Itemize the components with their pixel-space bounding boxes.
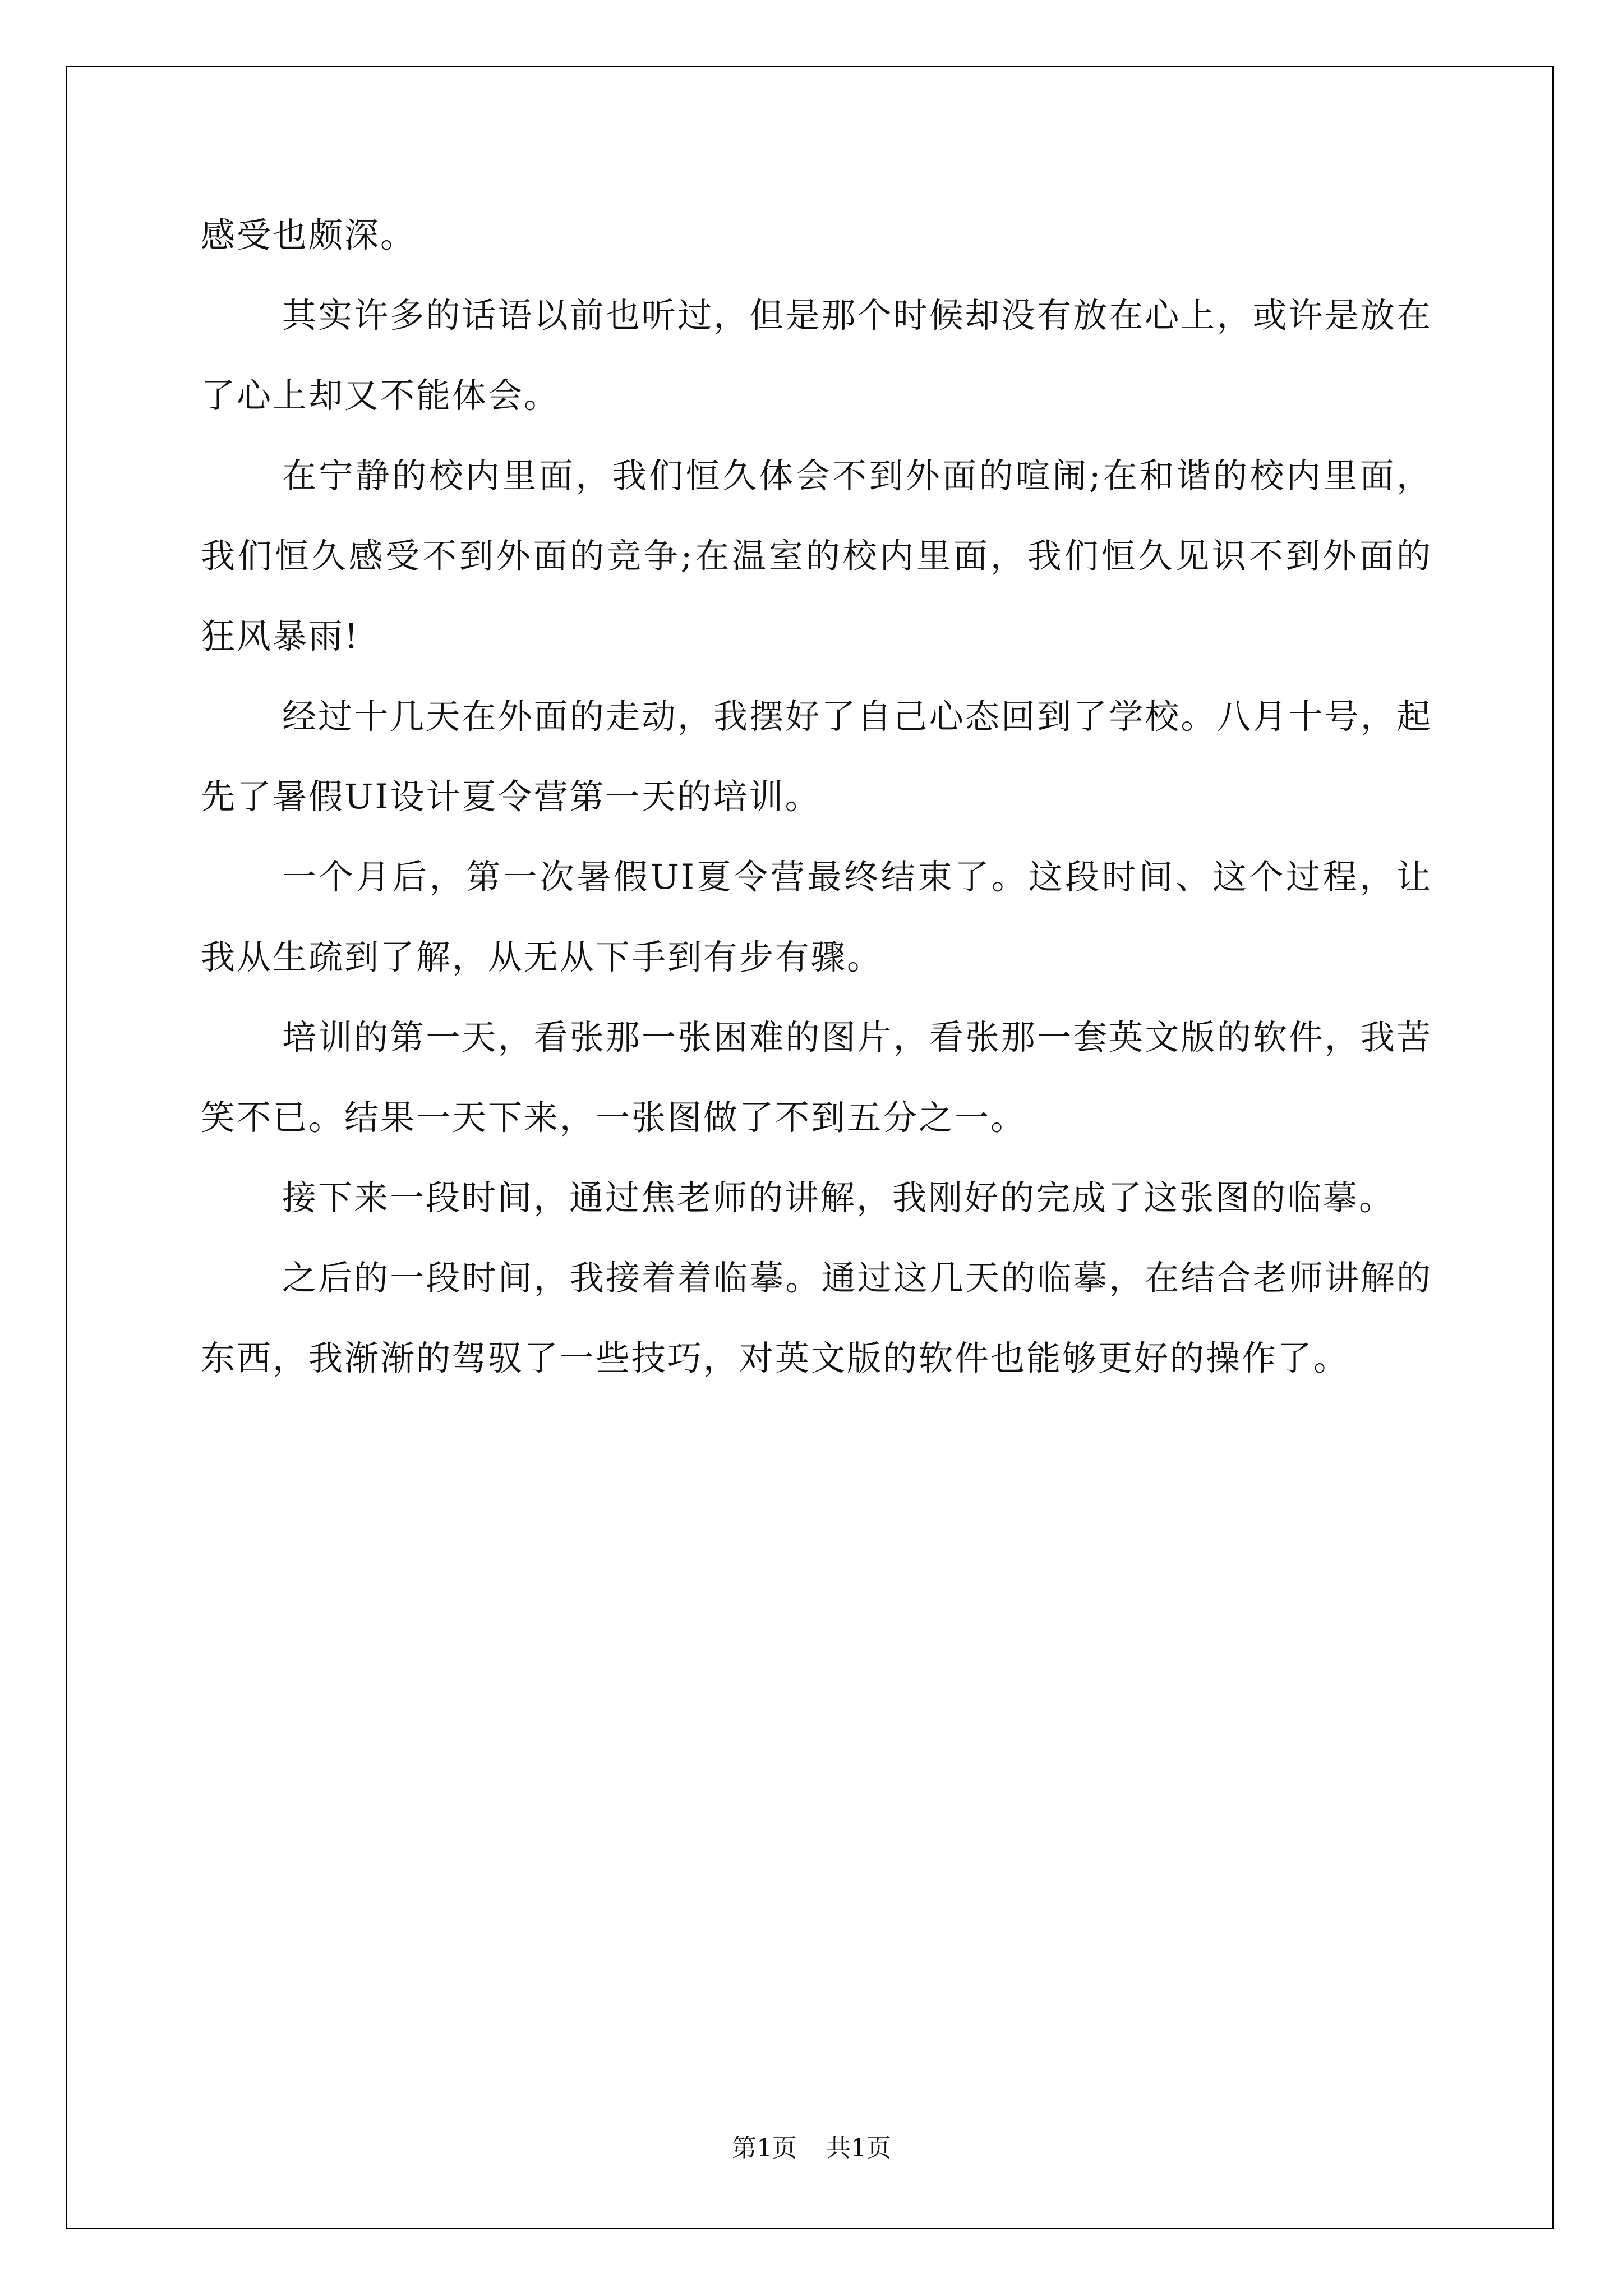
- paragraph: 培训的第一天，看张那一张困难的图片，看张那一套英文版的软件，我苦笑不已。结果一天下来，一张图做了不到五分之一。: [201, 1018, 1432, 1138]
- page-number-current: 第1页: [732, 2134, 797, 2162]
- page-number-total: 共1页: [826, 2134, 891, 2162]
- document-body: [201, 195, 1432, 1398]
- paragraph: 感受也颇深。: [201, 215, 417, 255]
- paragraph: 接下来一段时间，通过焦老师的讲解，我刚好的完成了这张图的临摹。: [282, 1178, 1395, 1218]
- paragraph: 经过十几天在外面的走动，我摆好了自己心态回到了学校。八月十号，起先了暑假UI设计夏令营第一天的培训。: [201, 697, 1432, 817]
- paragraph: 在宁静的校内里面，我们恒久体会不到外面的喧闹;在和谐的校内里面，我们恒久感受不到外面的竞争;在温室的校内里面，我们恒久见识不到外面的狂风暴雨!: [201, 456, 1432, 656]
- paragraph: 之后的一段时间，我接着着临摹。通过这几天的临摹，在结合老师讲解的东西，我渐渐的驾驭了一些技巧，对英文版的软件也能够更好的操作了。: [201, 1258, 1432, 1378]
- paragraph: 其实许多的话语以前也听过，但是那个时候却没有放在心上，或许是放在了心上却又不能体会。: [201, 296, 1432, 416]
- page-footer: [0, 2128, 1623, 2164]
- paragraph: 一个月后，第一次暑假UI夏令营最终结束了。这段时间、这个过程，让我从生疏到了解，从无从下手到有步有骤。: [201, 857, 1432, 977]
